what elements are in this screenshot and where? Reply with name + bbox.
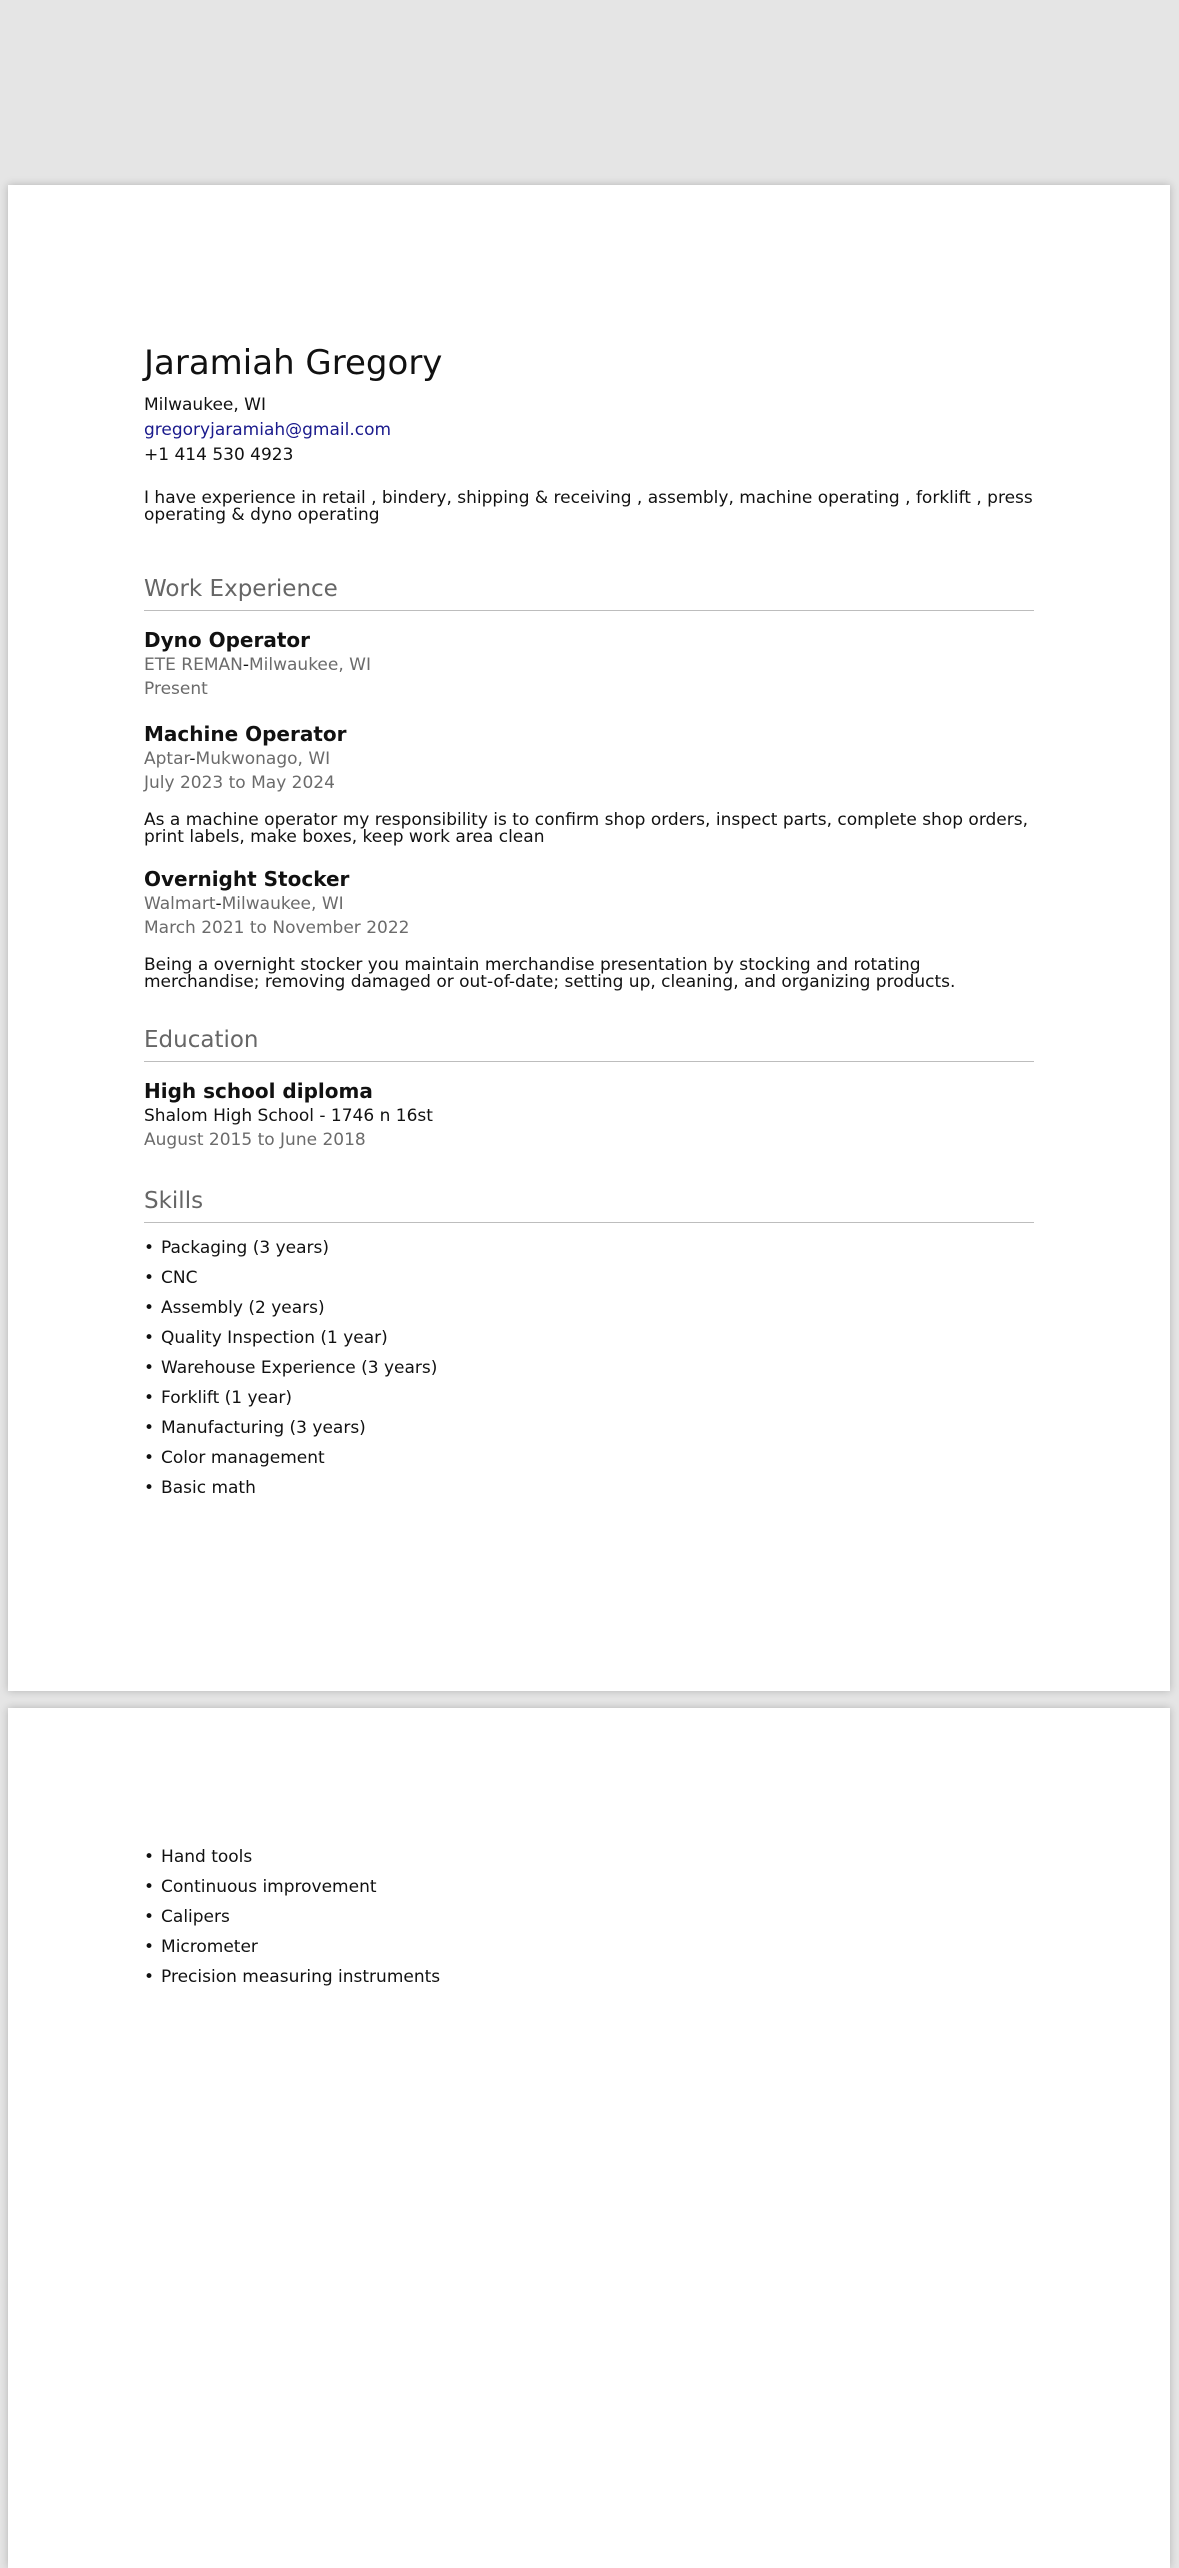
- job-location: Mukwonago, WI: [195, 749, 331, 769]
- skill-item: • Precision measuring instruments: [144, 1962, 1034, 1992]
- job-company-location: [144, 892, 1034, 916]
- school-name: Shalom High School - 1746 n 16st: [144, 1106, 433, 1126]
- skill-item: • Forklift (1 year): [144, 1383, 1034, 1413]
- skills-body: [144, 1223, 1034, 1503]
- skill-item: • Packaging (3 years): [144, 1233, 1034, 1263]
- separator-dash: -: [242, 655, 249, 675]
- education-dates: August 2015 to June 2018: [144, 1130, 366, 1150]
- job-title: Dyno Operator: [144, 628, 310, 652]
- job-location: Milwaukee, WI: [248, 655, 371, 675]
- section-title-education: Education: [144, 1025, 1034, 1062]
- skills-list-page-2: [144, 1842, 1034, 1992]
- work-experience-section: [144, 574, 1034, 991]
- page-1-content: [144, 343, 1034, 1503]
- skill-item: • Quality Inspection (1 year): [144, 1323, 1034, 1353]
- education-entry: [144, 1078, 1034, 1152]
- job-dates: July 2023 to May 2024: [144, 773, 335, 793]
- section-title-work: Work Experience: [144, 574, 1034, 611]
- skill-item: • Manufacturing (3 years): [144, 1413, 1034, 1443]
- job-company: Aptar: [144, 749, 190, 769]
- education-entries: [144, 1062, 1034, 1152]
- job-description: As a machine operator my responsibility is to confirm shop orders, inspect parts, complete shop orders, print labels, make boxes, keep work area clean: [144, 810, 1029, 847]
- summary-text: I have experience in retail , bindery, shipping & receiving , assembly, machine operating , forklift , press operating & dyno operating: [144, 488, 1033, 525]
- job-entry-machine-operator: [144, 721, 1034, 846]
- job-title: Overnight Stocker: [144, 867, 350, 891]
- education-section: [144, 1025, 1034, 1152]
- location-text: Milwaukee, WI: [144, 395, 266, 415]
- job-dates: March 2021 to November 2022: [144, 918, 410, 938]
- page-2-content: [144, 1842, 1034, 1992]
- job-company: Walmart: [144, 894, 216, 914]
- job-entry-dyno-operator: [144, 627, 1034, 701]
- section-title-skills: Skills: [144, 1186, 1034, 1223]
- job-dates: Present: [144, 679, 208, 699]
- degree-title: High school diploma: [144, 1079, 373, 1103]
- job-title: Machine Operator: [144, 722, 347, 746]
- skill-item: • Color management: [144, 1443, 1034, 1473]
- job-location: Milwaukee, WI: [221, 894, 344, 914]
- skill-item: • CNC: [144, 1263, 1034, 1293]
- skill-item: • Warehouse Experience (3 years): [144, 1353, 1034, 1383]
- resume-page-1: [8, 185, 1170, 1691]
- skill-item: • Basic math: [144, 1473, 1034, 1503]
- skill-item: • Continuous improvement: [144, 1872, 1034, 1902]
- skill-item: • Calipers: [144, 1902, 1034, 1932]
- separator-dash: -: [189, 749, 196, 769]
- phone-text: +1 414 530 4923: [144, 445, 294, 465]
- email-link[interactable]: gregoryjaramiah@gmail.com: [144, 420, 392, 440]
- skill-item: • Assembly (2 years): [144, 1293, 1034, 1323]
- job-entry-overnight-stocker: [144, 866, 1034, 991]
- job-description: Being a overnight stocker you maintain merchandise presentation by stocking and rotating merchandise; removing damaged or out-of-date; setting up, cleaning, and organizing products.: [144, 955, 956, 992]
- skill-item: • Micrometer: [144, 1932, 1034, 1962]
- candidate-name: Jaramiah Gregory: [144, 343, 443, 383]
- job-company-location: [144, 653, 1034, 677]
- resume-page-2: [8, 1708, 1170, 2568]
- job-company: ETE REMAN: [144, 655, 243, 675]
- separator-dash: -: [215, 894, 222, 914]
- skills-list-page-1: [144, 1233, 1034, 1503]
- work-entries: [144, 611, 1034, 991]
- skills-section: [144, 1186, 1034, 1503]
- resume-header: [144, 343, 1034, 524]
- skill-item: • Hand tools: [144, 1842, 1034, 1872]
- job-company-location: [144, 747, 1034, 771]
